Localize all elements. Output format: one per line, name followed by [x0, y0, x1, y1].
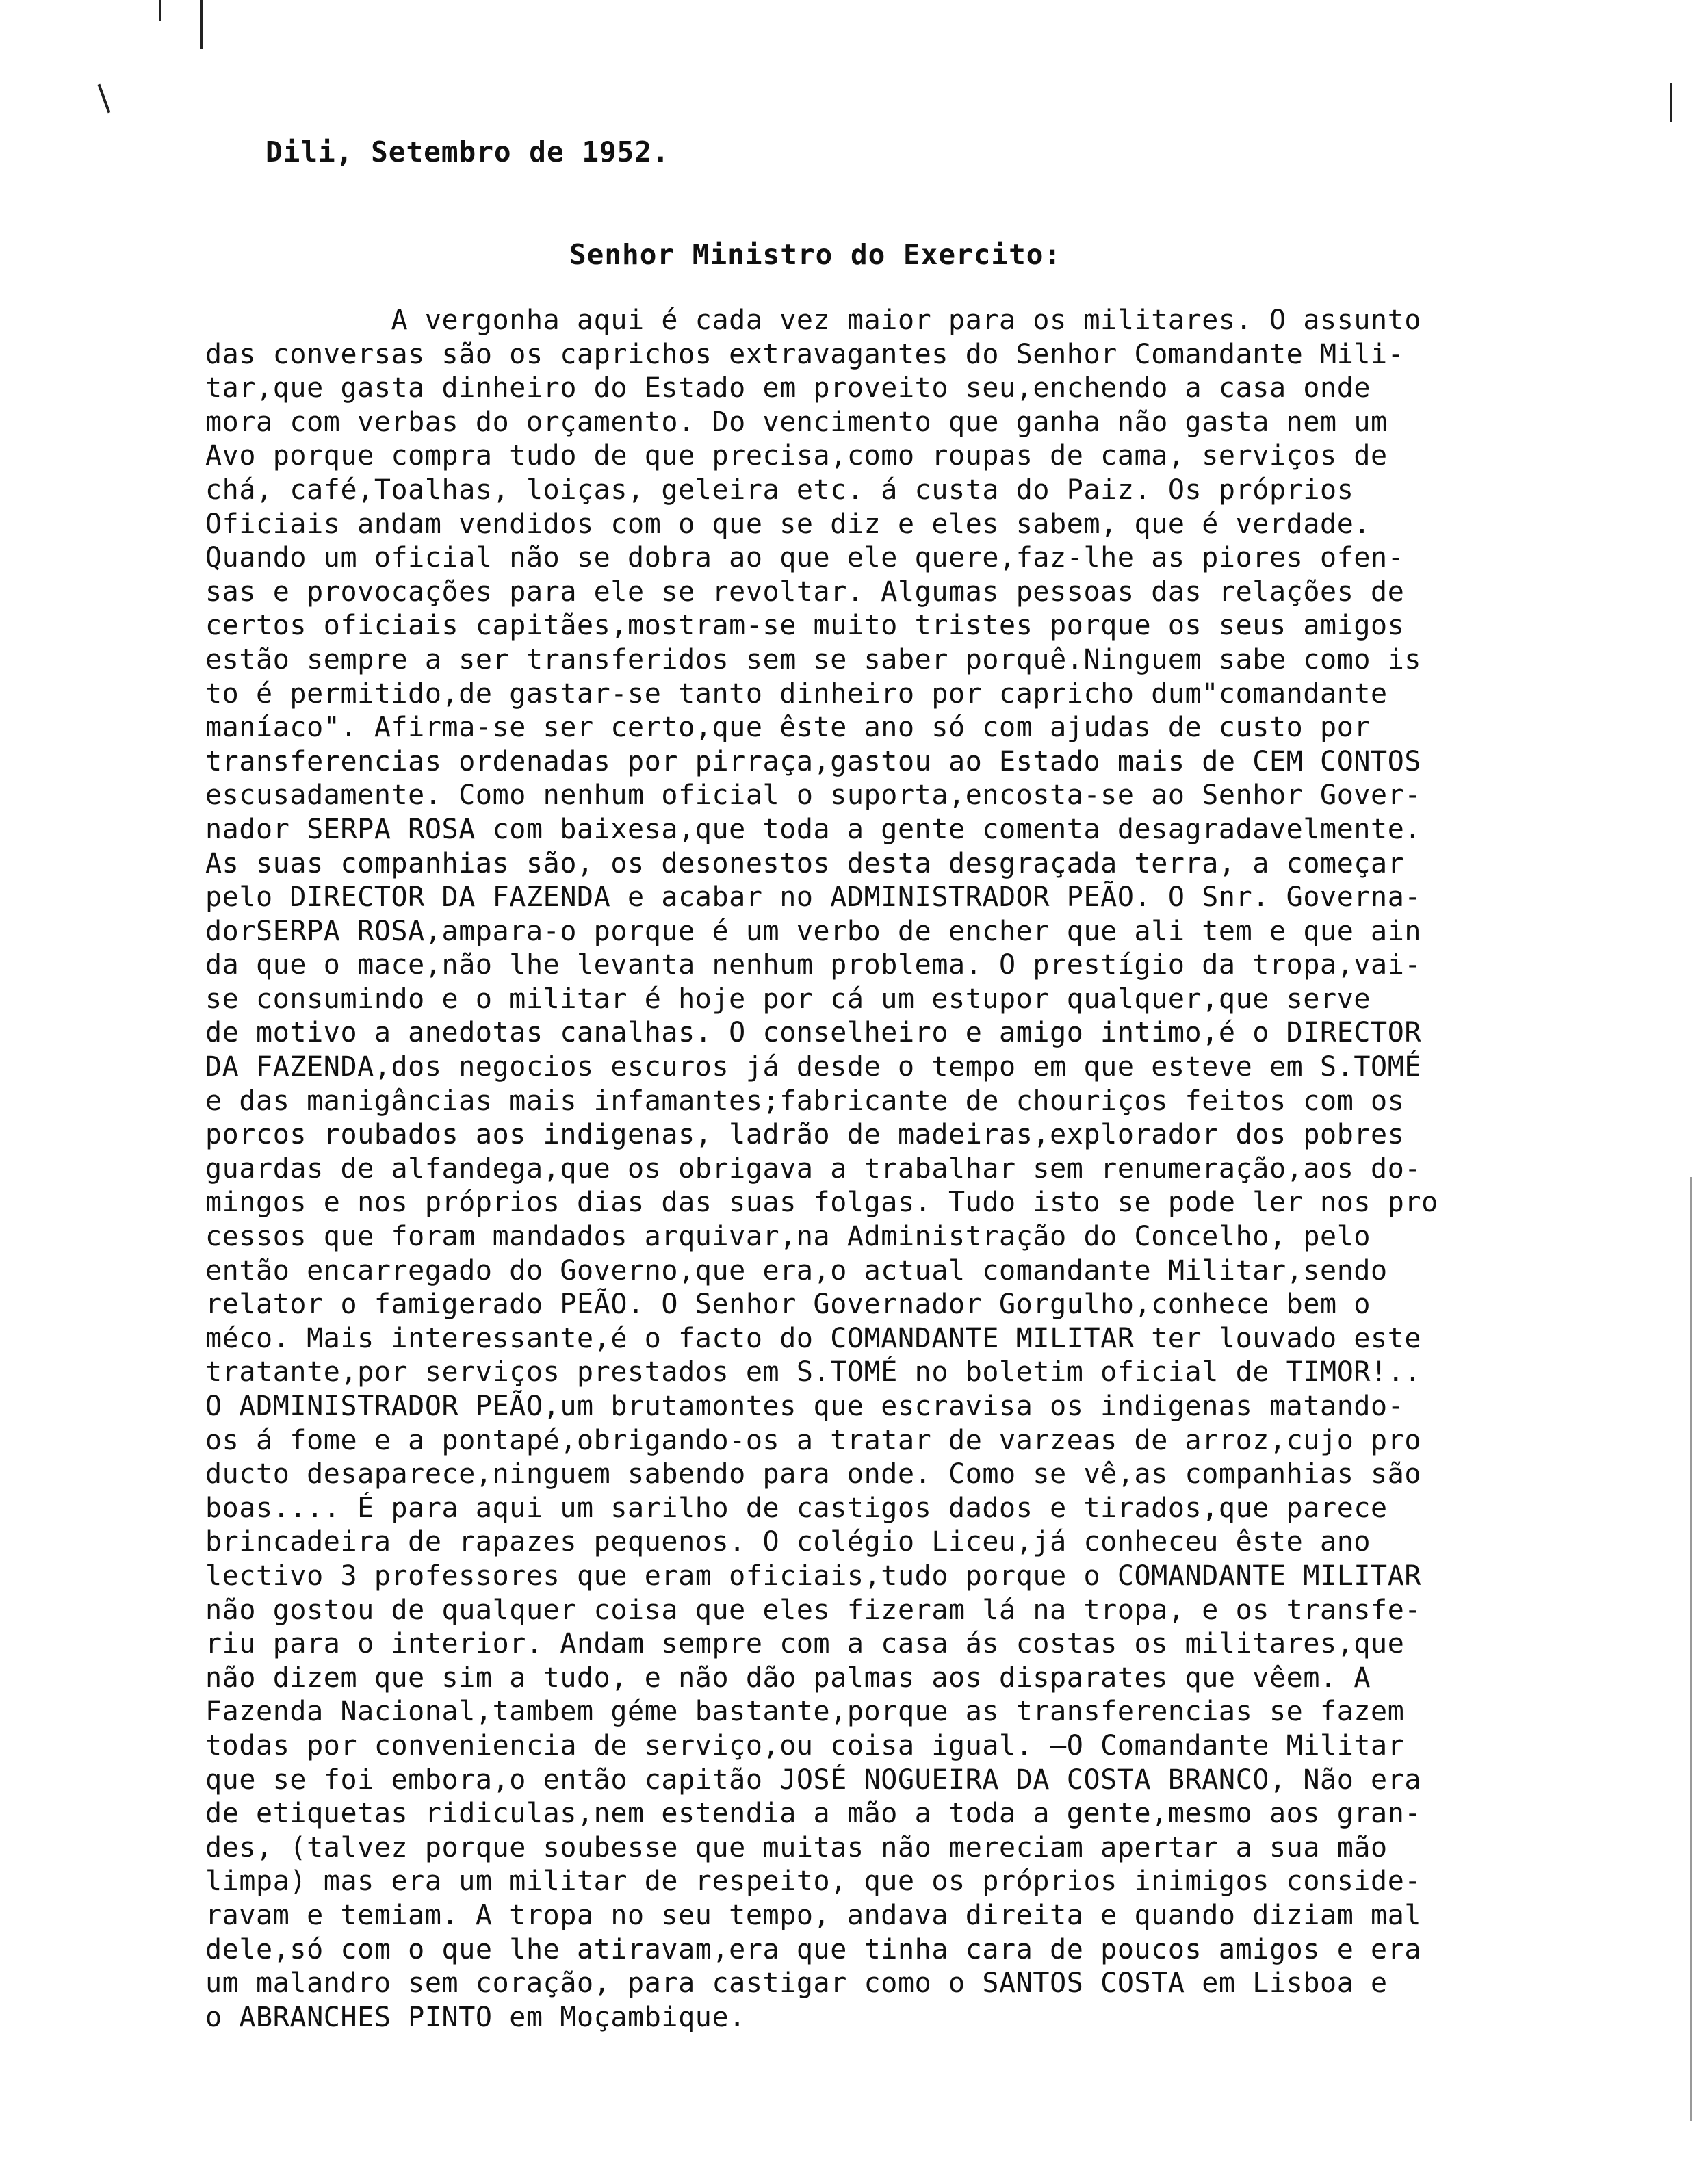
letter-line: boas.... É para aqui um sarilho de castigos dados e tirados,que parece: [205, 1492, 1388, 1524]
letter-line: méco. Mais interessante,é o facto do COMANDANTE MILITAR ter louvado este: [205, 1322, 1422, 1354]
scan-mark-top-left: [98, 84, 111, 114]
letter-line: que se foi embora,o então capitão JOSÉ NOGUEIRA DA COSTA BRANCO, Não era: [205, 1764, 1422, 1796]
letter-line: não gostou de qualquer coisa que eles fizeram lá na tropa, e os transfe-: [205, 1594, 1422, 1626]
letter-line: As suas companhias são, os desonestos desta desgraçada terra, a começar: [205, 847, 1405, 879]
letter-line: dele,só com o que lhe atiravam,era que tinha cara de poucos amigos e era: [205, 1933, 1422, 1965]
letter-line: o ABRANCHES PINTO em Moçambique.: [205, 2001, 746, 2033]
letter-line: então encarregado do Governo,que era,o actual comandante Militar,sendo: [205, 1254, 1388, 1287]
letter-line: certos oficiais capitães,mostram-se muito tristes porque os seus amigos: [205, 610, 1405, 642]
letter-body: [205, 304, 1690, 2035]
letter-line: nador SERPA ROSA com baixesa,que toda a gente comenta desagradavelmente.: [205, 813, 1422, 845]
letter-line: tar,que gasta dinheiro do Estado em proveito seu,enchendo a casa onde: [205, 372, 1371, 404]
letter-dateline: Dili, Setembro de 1952.: [266, 135, 670, 168]
letter-line: mora com verbas do orçamento. Do vencimento que ganha não gasta nem um: [205, 406, 1388, 438]
letter-line: todas por conveniencia de serviço,ou coisa igual. —O Comandante Militar: [205, 1729, 1405, 1761]
letter-line: escusadamente. Como nenhum oficial o suporta,encosta-se ao Senhor Gover-: [205, 779, 1422, 812]
letter-line: des, (talvez porque soubesse que muitas não mereciam apertar a sua mão: [205, 1831, 1388, 1863]
letter-line: dorSERPA ROSA,ampara-o porque é um verbo de encher que ali tem e que ain: [205, 915, 1422, 947]
letter-line: um malandro sem coração, para castigar como o SANTOS COSTA em Lisboa e: [205, 1967, 1388, 2000]
letter-line: pelo DIRECTOR DA FAZENDA e acabar no ADMINISTRADOR PEÃO. O Snr. Governa-: [205, 881, 1422, 914]
letter-line: ravam e temiam. A tropa no seu tempo, andava direita e quando diziam mal: [205, 1899, 1422, 1931]
letter-line: se consumindo e o militar é hoje por cá um estupor qualquer,que serve: [205, 983, 1371, 1015]
scan-mark-top-right: [1670, 83, 1672, 122]
letter-line: não dizem que sim a tudo, e não dão palmas aos disparates que vêem. A: [205, 1662, 1371, 1694]
letter-line: brincadeira de rapazes pequenos. O colégio Liceu,já conheceu êste ano: [205, 1526, 1371, 1558]
scan-mark-top-left: [200, 0, 203, 49]
letter-salutation: Senhor Ministro do Exercito:: [569, 238, 1062, 271]
letter-line: Quando um oficial não se dobra ao que ele quere,faz-lhe as piores ofen-: [205, 542, 1405, 574]
letter-line: das conversas são os caprichos extravagantes do Senhor Comandante Mili-: [205, 338, 1405, 370]
scan-mark-top-left: [159, 0, 161, 21]
letter-line: de etiquetas ridiculas,nem estendia a mão a toda a gente,mesmo aos gran-: [205, 1798, 1422, 1830]
letter-line: Oficiais andam vendidos com o que se diz e eles sabem, que é verdade.: [205, 508, 1371, 540]
letter-line: to é permitido,de gastar-se tanto dinheiro por capricho dum"comandante: [205, 677, 1388, 710]
letter-line: riu para o interior. Andam sempre com a casa ás costas os militares,que: [205, 1628, 1405, 1660]
letter-line: os á fome e a pontapé,obrigando-os a tratar de varzeas de arroz,cujo pro: [205, 1424, 1422, 1456]
letter-line: Avo porque compra tudo de que precisa,como roupas de cama, serviços de: [205, 440, 1388, 472]
letter-line: porcos roubados aos indigenas, ladrão de madeiras,explorador dos pobres: [205, 1119, 1405, 1151]
letter-line: DA FAZENDA,dos negocios escuros já desde o tempo em que esteve em S.TOMÉ: [205, 1051, 1422, 1083]
letter-line: transferencias ordenadas por pirraça,gastou ao Estado mais de CEM CONTOS: [205, 745, 1422, 777]
letter-line: estão sempre a ser transferidos sem se saber porquê.Ninguem sabe como is: [205, 643, 1422, 675]
letter-line: cessos que foram mandados arquivar,na Administração do Concelho, pelo: [205, 1221, 1371, 1253]
letter-line: e das manigâncias mais infamantes;fabricante de chouriços feitos com os: [205, 1085, 1405, 1117]
letter-line: tratante,por serviços prestados em S.TOMÉ no boletim oficial de TIMOR!..: [205, 1356, 1422, 1389]
letter-line: chá, café,Toalhas, loiças, geleira etc. á custa do Paiz. Os próprios: [205, 474, 1354, 506]
letter-line: guardas de alfandega,que os obrigava a trabalhar sem renumeração,aos do-: [205, 1152, 1422, 1185]
letter-line: limpa) mas era um militar de respeito, que os próprios inimigos conside-: [205, 1865, 1422, 1898]
scan-mark-right-edge: [1690, 1177, 1692, 2121]
letter-line: da que o mace,não lhe levanta nenhum problema. O prestígio da tropa,vai-: [205, 949, 1422, 981]
letter-line: maníaco". Afirma-se ser certo,que êste ano só com ajudas de custo por: [205, 712, 1371, 744]
letter-line: A vergonha aqui é cada vez maior para os militares. O assunto: [205, 305, 1422, 336]
letter-line: relator o famigerado PEÃO. O Senhor Governador Gorgulho,conhece bem o: [205, 1289, 1371, 1321]
letter-line: lectivo 3 professores que eram oficiais,tudo porque o COMANDANTE MILITAR: [205, 1560, 1422, 1592]
letter-line: sas e provocações para ele se revoltar. Algumas pessoas das relações de: [205, 576, 1405, 608]
letter-line: O ADMINISTRADOR PEÃO,um brutamontes que escravisa os indigenas matando-: [205, 1391, 1405, 1422]
letter-line: mingos e nos próprios dias das suas folgas. Tudo isto se pode ler nos pro: [205, 1187, 1438, 1219]
letter-line: de motivo a anedotas canalhas. O conselheiro e amigo intimo,é o DIRECTOR: [205, 1017, 1422, 1049]
letter-line: ducto desaparece,ninguem sabendo para onde. Como se vê,as companhias são: [205, 1458, 1422, 1490]
letter-line: Fazenda Nacional,tambem géme bastante,porque as transferencias se fazem: [205, 1696, 1405, 1728]
